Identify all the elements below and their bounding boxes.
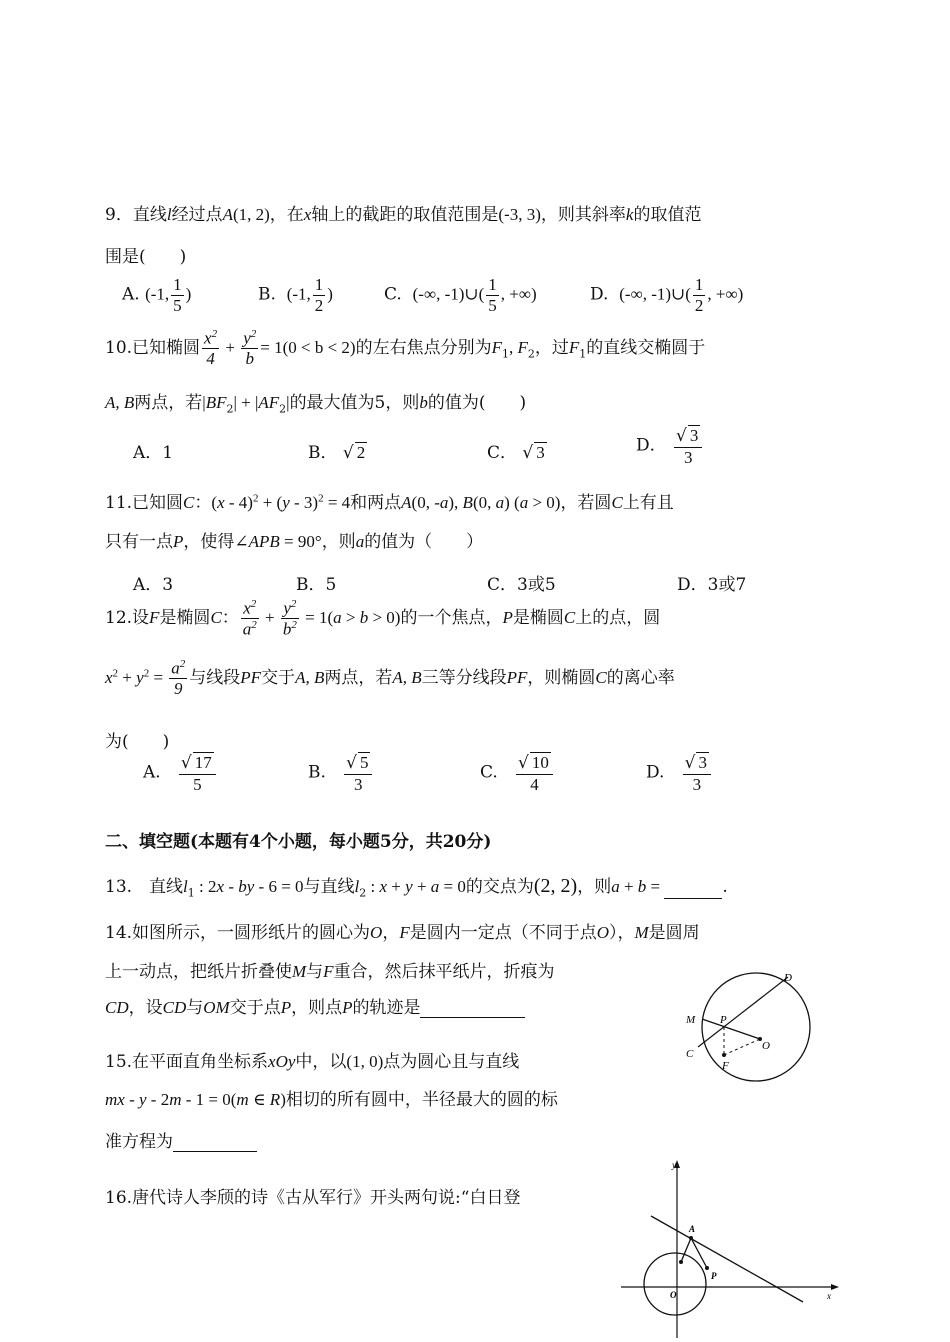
fig1-label-c: C xyxy=(686,1048,694,1060)
q10-option-d: D． $\frac{√ 3}{3}$ xyxy=(636,425,704,467)
fig1-label-d: D xyxy=(784,972,792,984)
fig1-label-o: O xyxy=(762,1040,770,1052)
fig1-label-p: P xyxy=(720,1014,727,1026)
q9-option-c: C. (-∞, -1)∪( $\frac{1}{5}$ , +∞) xyxy=(384,275,537,315)
fig1-point-f xyxy=(722,1053,726,1057)
fig1-line-cd xyxy=(698,977,788,1047)
q14-line1: 14.如图所示，一圆形纸片的圆心为O，F是圆内一定点（不同于点O），M是圆周 xyxy=(105,923,700,943)
q10-lead: 10.已知椭圆 xyxy=(105,337,201,358)
q16-figure xyxy=(615,1158,845,1342)
q11-option-b: B．5 xyxy=(296,575,337,595)
q13-line: 13. 直线$l_1$ : 2x - by - 6 = 0与直线$l_2$ : x + y + a = 0的交点为(2, 2)，则a + b = . xyxy=(105,875,728,900)
q9-option-d: D. (-∞, -1)∪( $\frac{1}{2}$ , +∞) xyxy=(590,275,744,315)
q15-line2: mx - y - 2m - 1 = 0(m ∈ R)相切的所有圆中，半径最大的圆的标 xyxy=(105,1090,558,1110)
q12-line1: 12.设F是椭圆C： $\frac{x^2}{a^2}$ + $\frac{y^2}{b^2}$ = 1(a > b > 0)的一个焦点，P是椭圆C上的点，圆 xyxy=(105,598,661,639)
q10-line2: A, B两点，若$|BF_2| + |AF_2|$的最大值为5，则b的值为( ) xyxy=(105,393,527,416)
q10-eq: = 1(0 < b < 2) xyxy=(260,337,356,357)
fig2-segment-ab xyxy=(681,1238,691,1262)
q15-line3-text: 准方程为 xyxy=(105,1132,173,1152)
q10-option-a: A．1 xyxy=(133,443,174,463)
fig1-label-f: F xyxy=(722,1060,729,1072)
q10-option-b: B． √ 2 xyxy=(308,443,366,463)
fig1-circle xyxy=(702,973,810,1081)
fig2-circle xyxy=(644,1253,706,1315)
q9-option-a: A. (-1, $\frac{1}{5}$ ) xyxy=(122,275,192,315)
q11-option-d: D．3或7 xyxy=(677,575,747,595)
q15-line1: 15.在平面直角坐标系xOy中，以(1, 0)点为圆心且与直线 xyxy=(105,1052,520,1072)
q14-line3: CD，设CD与OM交于点P，则点P的轨迹是 xyxy=(105,993,525,1018)
q16-line1: 16.唐代诗人李颀的诗《古从军行》开头两句说:“白日登 xyxy=(105,1188,521,1208)
q11-line2: 只有一点P，使得∠APB = 90°，则a的值为（ ） xyxy=(105,532,484,552)
q10-line1: 10.已知椭圆 $\frac{x^2}{4}$ + $\frac{y^2}{b}$ = 1(0 < b < 2)的左右焦点分别为$F_1$, $F_2$，过$F_1$的直线交椭圆于 xyxy=(105,328,706,369)
q12-line3: 为( ) xyxy=(105,732,170,752)
q11-option-c: C．3或5 xyxy=(487,575,556,595)
section-2-heading: 二、填空题(本题有4个小题，每小题5分，共20分) xyxy=(105,832,492,852)
fig1-line-fo xyxy=(724,1039,760,1055)
q12-option-d: D. $\frac{√ 3}{3}$ xyxy=(646,752,713,794)
q9-line2: 围是( ) xyxy=(105,247,187,267)
q10-option-c: C． √ 3 xyxy=(487,443,545,463)
q12-line2: $x^2 + y^2$ = $\frac{a^2}{9}$ 与线段PF交于A, B两点，若A, B三等分线段PF，则椭圆C的离心率 xyxy=(105,658,675,699)
fig2-label-a: A xyxy=(689,1224,696,1234)
q12-option-b: B. $\frac{√ 5}{3}$ xyxy=(308,752,374,794)
fig2-point-p xyxy=(705,1266,709,1270)
fig2-point-on-circle xyxy=(679,1260,683,1264)
fig1-label-m: M xyxy=(686,1014,696,1026)
fig2-label-o: O xyxy=(670,1290,677,1300)
q11-option-a: A．3 xyxy=(133,575,174,595)
q9-option-b: B. (-1, $\frac{1}{2}$ ) xyxy=(258,275,333,315)
fig2-label-x: x xyxy=(827,1291,831,1301)
fig2-point-a xyxy=(689,1236,693,1240)
q14-line2: 上一动点，把纸片折叠使M与F重合，然后抹平纸片，折痕为 xyxy=(105,962,555,982)
q9-line1: 9．直线l经过点A(1, 2)，在x轴上的截距的取值范围是(-3, 3)，则其斜率k的取值范 xyxy=(105,205,702,225)
q11-line1: 11.已知圆C：(x - 4)$^2$ + (y - 3)$^2$ = 4和两点A(0, -a), B(0, a) (a > 0)，若圆C上有且 xyxy=(105,492,674,513)
q12-option-c: C. $\frac{√ 10}{4}$ xyxy=(480,752,555,794)
fig2-label-y: y xyxy=(672,1160,676,1170)
fig2-x-arrow xyxy=(831,1284,839,1290)
q12-option-a: A. $\frac{√ 17}{5}$ xyxy=(143,752,218,794)
q14-figure xyxy=(680,965,820,1085)
fig2-label-p: P xyxy=(711,1271,717,1281)
q15-line3 xyxy=(105,1127,257,1152)
